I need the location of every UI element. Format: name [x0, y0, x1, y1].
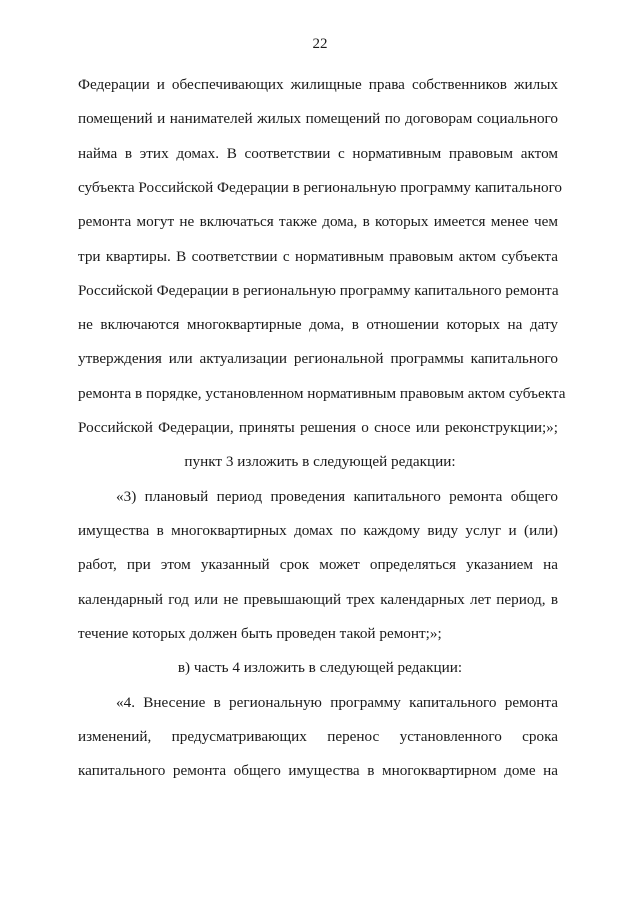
text-line: Федерации и обеспечивающих жилищные права собственников жилых	[78, 76, 558, 93]
text-line: утверждения или актуализации региональной программы капитального	[78, 350, 558, 367]
text-line: ремонта в порядке, установленном нормативным правовым актом субъекта	[78, 385, 566, 402]
text-line: помещений и нанимателей жилых помещений по договорам социального	[78, 110, 558, 127]
text-line: не включаются многоквартирные дома, в отношении которых на дату	[78, 316, 558, 333]
text-line: капитального ремонта общего имущества в многоквартирном доме на	[78, 762, 558, 779]
text-line: имущества в многоквартирных домах по каждому виду услуг и (или)	[78, 522, 558, 539]
text-line: субъекта Российской Федерации в региональную программу капитального	[78, 179, 563, 196]
paragraph-heading: пункт 3 изложить в следующей редакции:	[184, 453, 456, 470]
text-line: три квартиры. В соответствии с нормативным правовым актом субъекта	[78, 248, 558, 265]
text-line: «4. Внесение в региональную программу капитального ремонта	[116, 694, 558, 711]
text-line: течение которых должен быть проведен такой ремонт;»;	[78, 625, 442, 642]
text-line: ремонта могут не включаться также дома, в которых имеется менее чем	[78, 213, 558, 230]
text-line: изменений, предусматривающих перенос установленного срока	[78, 728, 558, 745]
text-line: работ, при этом указанный срок может определяться указанием на	[78, 556, 558, 573]
paragraph-heading: в) часть 4 изложить в следующей редакции:	[177, 659, 463, 676]
text-line: календарный год или не превышающий трех календарных лет период, в	[78, 591, 558, 608]
text-line: Российской Федерации, приняты решения о сносе или реконструкции;»;	[78, 419, 558, 436]
text-line: найма в этих домах. В соответствии с нормативным правовым актом	[78, 145, 558, 162]
page-number: 22	[312, 36, 328, 52]
text-line: «3) плановый период проведения капитального ремонта общего	[116, 488, 558, 505]
text-line: Российской Федерации в региональную программу капитального ремонта	[78, 282, 559, 299]
